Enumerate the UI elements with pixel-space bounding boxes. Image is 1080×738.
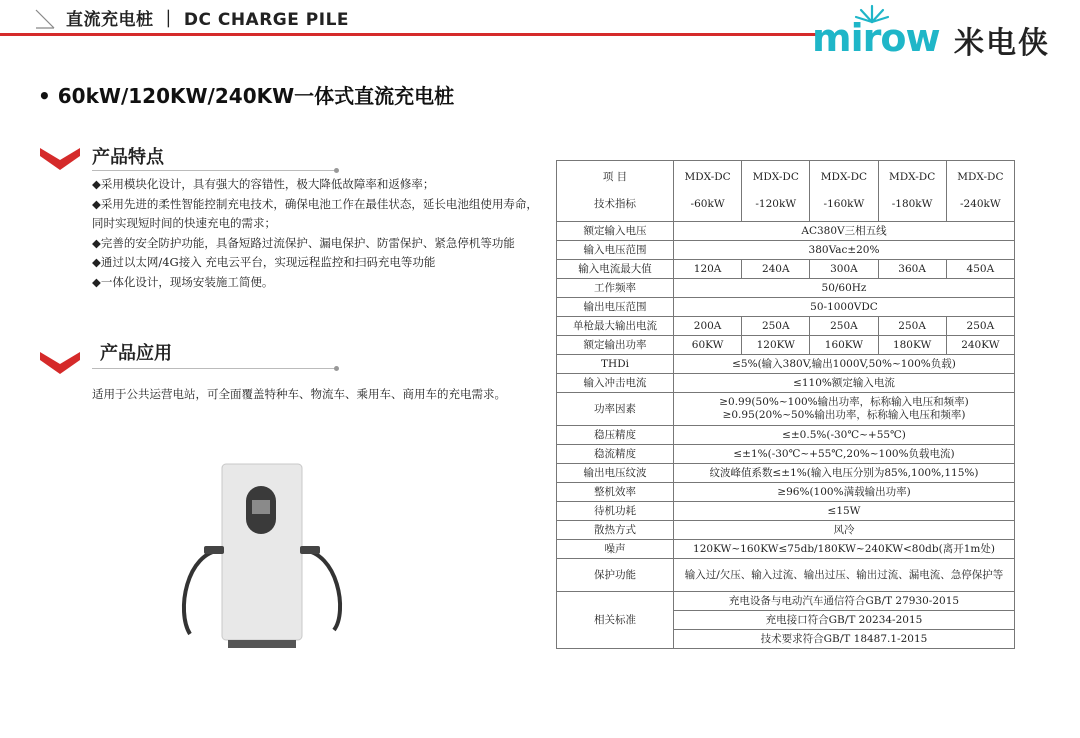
row-label: THDi xyxy=(557,355,674,374)
header-divider xyxy=(0,33,820,36)
logo-text-cn: 米电侠 xyxy=(954,26,1050,61)
table-row xyxy=(557,464,1015,483)
row-value: 50/60Hz xyxy=(674,279,1015,298)
model-header xyxy=(946,161,1014,222)
row-label: 额定输出功率 xyxy=(557,336,674,355)
model-header xyxy=(810,161,878,222)
feature-item: ◆通过以太网/4G接入 充电云平台，实现远程监控和扫码充电等功能 xyxy=(92,255,436,269)
model-header xyxy=(742,161,810,222)
row-label: 输出电压纹波 xyxy=(557,464,674,483)
row-label: 散热方式 xyxy=(557,521,674,540)
model-header xyxy=(878,161,946,222)
row-value: ≤110%额定输入电流 xyxy=(674,374,1015,393)
feature-item: ◆采用模块化设计，具有强大的容错性，极大降低故障率和返修率； xyxy=(92,177,435,191)
chevron-down-icon xyxy=(38,350,82,376)
table-row xyxy=(557,445,1015,464)
row-value: 120KW xyxy=(742,336,810,355)
table-row xyxy=(557,298,1015,317)
header-spec-label: 技术指标 xyxy=(594,198,636,210)
table-row xyxy=(557,374,1015,393)
table-row xyxy=(557,336,1015,355)
table-row xyxy=(557,540,1015,559)
page-header-title: 直流充电桩 ｜ DC CHARGE PILE xyxy=(66,10,350,30)
table-row xyxy=(557,483,1015,502)
row-label: 整机效率 xyxy=(557,483,674,502)
row-value: 450A xyxy=(946,260,1014,279)
row-label: 输入冲击电流 xyxy=(557,374,674,393)
table-row xyxy=(557,317,1015,336)
row-value: 250A xyxy=(742,317,810,336)
table-row xyxy=(557,592,1015,611)
row-value: ≤±0.5%(-30℃~+55℃) xyxy=(674,426,1015,445)
application-text: 适用于公共运营电站，可全面覆盖特种车、物流车、乘用车、商用车的充电需求。 xyxy=(92,387,506,401)
row-value: 充电设备与电动汽车通信符合GB/T 27930-2015 xyxy=(674,592,1015,611)
application-divider xyxy=(92,368,337,369)
row-value: 纹波峰值系数≤±1%(输入电压分别为85%,100%,115%) xyxy=(674,464,1015,483)
row-label: 噪声 xyxy=(557,540,674,559)
row-label: 保护功能 xyxy=(557,559,674,592)
row-value: 250A xyxy=(878,317,946,336)
model-power: -120kW xyxy=(755,198,797,210)
row-label: 输入电压范围 xyxy=(557,241,674,260)
row-label: 输入电流最大值 xyxy=(557,260,674,279)
row-value xyxy=(674,393,1015,426)
row-value: 技术要求符合GB/T 18487.1-2015 xyxy=(674,630,1015,649)
feature-item: ◆一体化设计，现场安装施工简便。 xyxy=(92,274,274,289)
row-value: 180KW xyxy=(878,336,946,355)
divider-dot xyxy=(334,366,339,371)
table-row xyxy=(557,559,1015,592)
brand-logo xyxy=(812,8,1062,61)
application-heading: 产品应用 xyxy=(100,343,172,364)
row-label: 待机功耗 xyxy=(557,502,674,521)
model-name: MDX-DC xyxy=(820,171,868,183)
table-row xyxy=(557,355,1015,374)
row-value: 300A xyxy=(810,260,878,279)
charger-image xyxy=(176,462,356,652)
row-label: 功率因素 xyxy=(557,393,674,426)
features-list xyxy=(92,175,547,292)
model-power: -160kW xyxy=(823,198,865,210)
row-value: ≤5%(输入380V,输出1000V,50%~100%负载) xyxy=(674,355,1015,374)
model-power: -180kW xyxy=(891,198,933,210)
row-value-line: ≥0.95(20%~50%输出功率，标称输入电压和频率) xyxy=(722,409,966,421)
table-header-item xyxy=(557,161,674,222)
row-value: 输入过/欠压、输入过流、输出过压、输出过流、漏电流、急停保护等 xyxy=(674,559,1015,592)
row-value: 240KW xyxy=(946,336,1014,355)
model-name: MDX-DC xyxy=(957,171,1004,183)
row-label: 单枪最大输出电流 xyxy=(557,317,674,336)
row-value: 充电接口符合GB/T 20234-2015 xyxy=(674,611,1015,630)
model-name: MDX-DC xyxy=(752,171,799,183)
row-label: 稳压精度 xyxy=(557,426,674,445)
chevron-down-icon xyxy=(38,146,82,172)
table-row xyxy=(557,426,1015,445)
table-row xyxy=(557,260,1015,279)
table-row xyxy=(557,393,1015,426)
table-header-row xyxy=(557,161,1015,222)
row-value: 60KW xyxy=(674,336,742,355)
row-value: 250A xyxy=(946,317,1014,336)
row-label: 额定输入电压 xyxy=(557,222,674,241)
row-value: 360A xyxy=(878,260,946,279)
table-row xyxy=(557,502,1015,521)
features-heading: 产品特点 xyxy=(92,147,164,168)
row-value: ≥96%(100%满载输出功率) xyxy=(674,483,1015,502)
row-value: 240A xyxy=(742,260,810,279)
row-value: 风冷 xyxy=(674,521,1015,540)
spec-table xyxy=(556,160,1015,649)
row-value: 200A xyxy=(674,317,742,336)
model-header xyxy=(674,161,742,222)
table-row xyxy=(557,521,1015,540)
section-title: • 60kW/120KW/240KW一体式直流充电桩 xyxy=(38,84,455,108)
features-divider xyxy=(92,170,337,171)
feature-item: ◆采用先进的柔性智能控制充电技术，确保电池工作在最佳状态，延长电池组使用寿命，同时实现短时间的快速充电的需求； xyxy=(92,196,538,230)
row-value: 250A xyxy=(810,317,878,336)
row-value: 120KW~160KW≤75db/180KW~240KW<80db(离开1m处) xyxy=(674,540,1015,559)
divider-dot xyxy=(334,168,339,173)
row-value-line: ≥0.99(50%~100%输出功率，标称输入电压和频率) xyxy=(719,396,969,408)
row-value: 50-1000VDC xyxy=(674,298,1015,317)
row-label: 稳流精度 xyxy=(557,445,674,464)
table-row xyxy=(557,279,1015,298)
row-label: 相关标准 xyxy=(557,592,674,649)
logo-text-en: mirow xyxy=(812,16,940,60)
row-value: 120A xyxy=(674,260,742,279)
row-value: 380Vac±20% xyxy=(674,241,1015,260)
model-power: -60kW xyxy=(690,198,725,210)
corner-mark-icon xyxy=(34,8,56,30)
header-item-label: 项 目 xyxy=(602,171,628,183)
model-name: MDX-DC xyxy=(888,171,936,183)
row-value: 160KW xyxy=(810,336,878,355)
model-name: MDX-DC xyxy=(684,171,731,183)
row-value: ≤±1%(-30℃~+55℃,20%~100%负载电流) xyxy=(674,445,1015,464)
row-value: ≤15W xyxy=(674,502,1015,521)
row-label: 输出电压范围 xyxy=(557,298,674,317)
table-row xyxy=(557,241,1015,260)
feature-item: ◆完善的安全防护功能，具备短路过流保护、漏电保护、防雷保护、紧急停机等功能 xyxy=(92,235,515,250)
model-power: -240kW xyxy=(959,198,1001,210)
row-label: 工作频率 xyxy=(557,279,674,298)
table-row xyxy=(557,222,1015,241)
row-value: AC380V三相五线 xyxy=(674,222,1015,241)
